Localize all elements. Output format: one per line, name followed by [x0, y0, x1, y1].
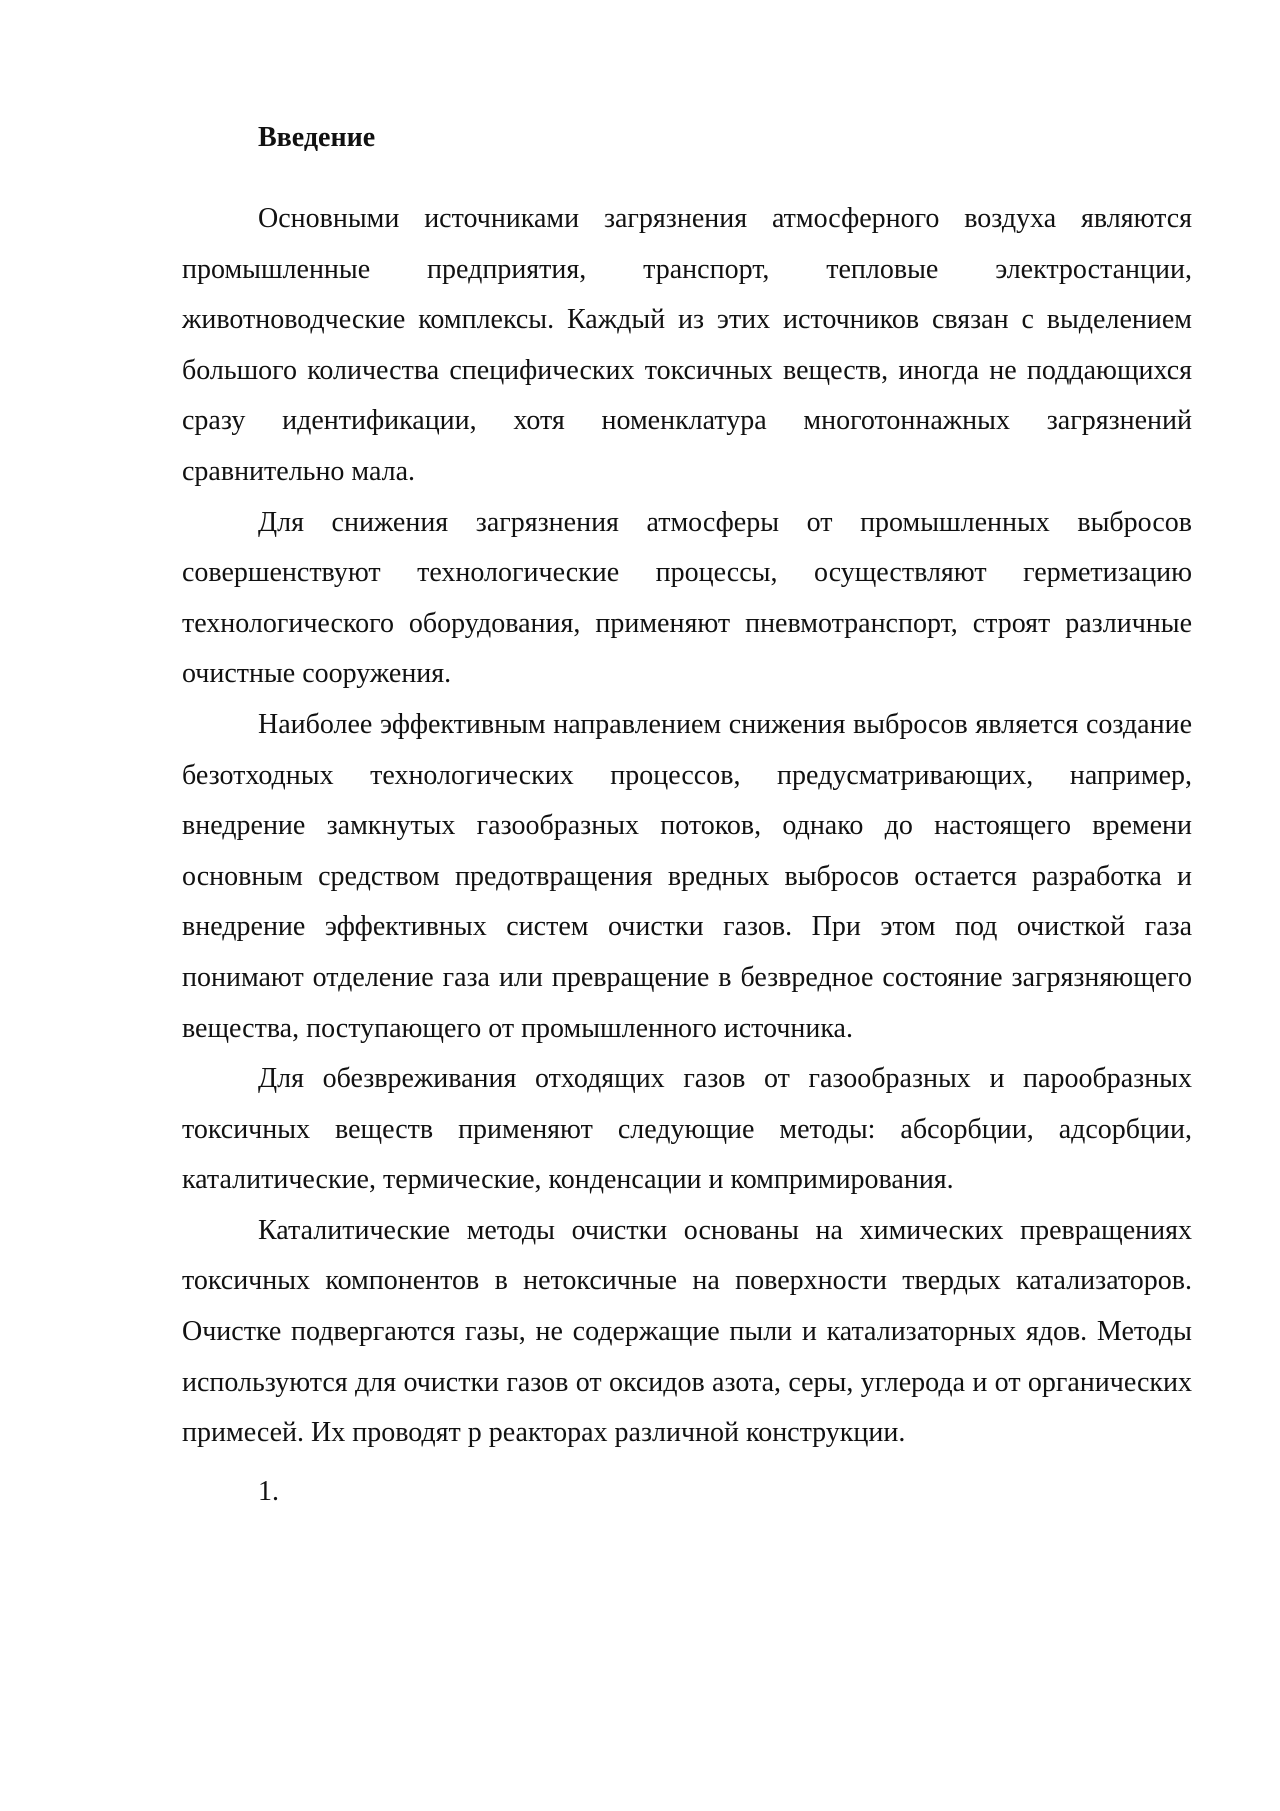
paragraph-emission-reduction: Для снижения загрязнения атмосферы от промышленных выбросов совершенствуют технологические процессы, осуществляют герметизацию технологического оборудования, применяют пневмотранспорт, строят различные очистные сооружения.: [182, 506, 1192, 690]
paragraph-neutralization-methods: Для обезвреживания отходящих газов от газообразных и парообразных токсичных веществ применяют следующие методы: абсорбции, адсорбции, каталитические, термические, конденсации и компримирования.: [182, 1063, 1192, 1196]
list-item-number: 1.: [258, 1475, 279, 1507]
section-heading: Введение: [258, 122, 376, 153]
paragraph-pollution-sources: Основными источниками загрязнения атмосферного воздуха являются промышленные предприятия, транспорт, тепловые электростанции, животноводческие комплексы. Каждый из этих источников связан с выделением большого количества специфических токсичных веществ, иногда не поддающихся сразу идентификации, хотя номенклатура многотоннажных загрязнений сравнительно мала.: [182, 203, 1192, 487]
document-body: [182, 118, 1192, 1517]
paragraph-waste-free-processes: Наиболее эффективным направлением снижения выбросов является создание безотходных технологических процессов, предусматривающих, например, внедрение замкнутых газообразных потоков, однако до настоящего времени основным средством предотвращения вредных выбросов остается разработка и внедрение эффективных систем очистки газов. При этом под очисткой газа понимают отделение газа или превращение в безвредное состояние загрязняющего вещества, поступающего от промышленного источника.: [182, 708, 1192, 1044]
paragraph-catalytic-methods: Каталитические методы очистки основаны на химических превращениях токсичных компонентов в нетоксичные на поверхности твердых катализаторов. Очистке подвергаются газы, не содержащие пыли и катализаторных ядов. Методы используются для очистки газов от оксидов азота, серы, углерода и от органических примесей. Их проводят р реакторах различной конструкции.: [182, 1214, 1192, 1449]
